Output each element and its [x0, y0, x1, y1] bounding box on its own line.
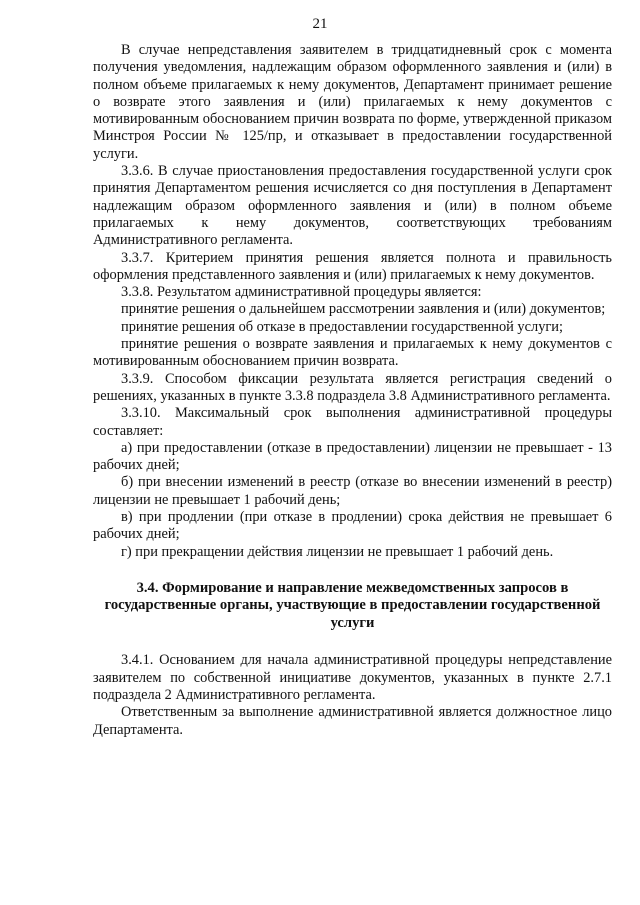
list-item: а) при предоставлении (отказе в предоставлении) лицензии не превышает - 13 рабочих дней;	[93, 439, 612, 474]
list-item: в) при продлении (при отказе в продлении) срока действия не превышает 6 рабочих дней;	[93, 509, 612, 543]
section-heading: 3.4. Формирование и направление межведомственных запросов в государственные органы, участвующие в предоставлении государственной услуги	[104, 579, 601, 631]
document-body	[93, 42, 612, 739]
paragraph: 3.3.10. Максимальный срок выполнения административной процедуры составляет:	[93, 405, 612, 439]
list-item: принятие решения об отказе в предоставлении государственной услуги;	[121, 318, 563, 335]
paragraph: 3.3.8. Результатом административной процедуры является:	[121, 284, 482, 301]
spacer	[93, 632, 612, 652]
paragraph: 3.4.1. Основанием для начала административной процедуры непредставление заявителем по собственной инициативе документов, указанных в пункте 2.7.1 подраздела 2 Административного регламента.	[93, 652, 612, 703]
list-item: принятие решения о дальнейшем рассмотрении заявления и (или) документов;	[121, 301, 606, 318]
paragraph: 3.3.6. В случае приостановления предоставления государственной услуги срок принятия Департаментом решения исчисляется со дня поступления в Департамент надлежащим образом оформленного заявления и (или) в полном объеме прилагаемых к нему документов, соответствующих требованиям Административного регламента.	[93, 163, 612, 249]
paragraph: 3.3.9. Способом фиксации результата является регистрация сведений о решениях, указанных в пункте 3.3.8 подраздела 3.8 Административного регламента.	[93, 370, 612, 404]
paragraph: В случае непредставления заявителем в тридцатидневный срок с момента получения уведомления, надлежащим образом оформленного заявления и (или) в полном объеме прилагаемых к нему документов, Департамент принимает решение о возврате этого заявления и (или) прилагаемых к нему документов с мотивированным обоснованием причин возврата по форме, утвержденной приказом Минстроя России № 125/пр, и отказывает в предоставлении государственной услуги.	[93, 42, 612, 162]
page-number: 21	[312, 16, 328, 32]
list-item: г) при прекращении действия лицензии не превышает 1 рабочий день.	[121, 543, 554, 560]
list-item: б) при внесении изменений в реестр (отказе во внесении изменений в реестр) лицензии не превышает 1 рабочий день;	[93, 474, 612, 508]
list-item: принятие решения о возврате заявления и прилагаемых к нему документов с мотивированным обоснованием причин возврата.	[93, 336, 612, 370]
paragraph: 3.3.7. Критерием принятия решения является полнота и правильность оформления представленного заявления и (или) прилагаемых к нему документов.	[93, 249, 612, 283]
paragraph: Ответственным за выполнение административной является должностное лицо Департамента.	[93, 704, 612, 738]
